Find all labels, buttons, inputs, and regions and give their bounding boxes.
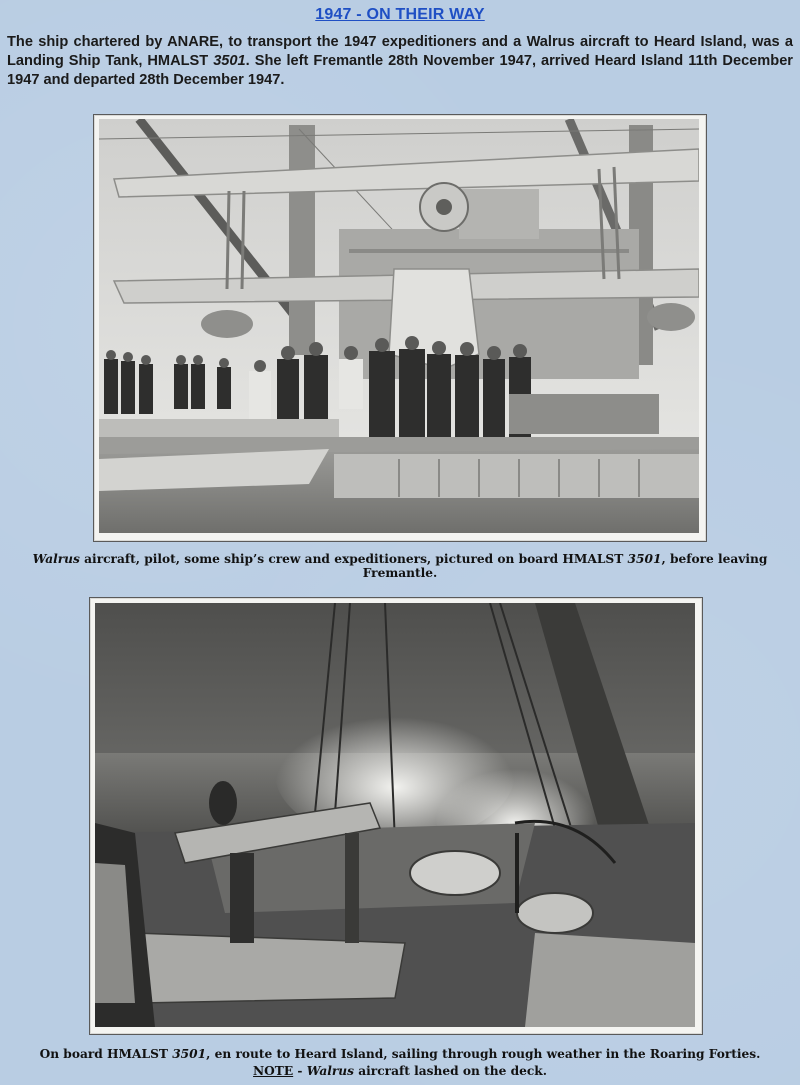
photo-frame-deck-crew xyxy=(93,114,707,542)
photo2-caption xyxy=(0,1046,800,1080)
intro-paragraph xyxy=(7,33,793,90)
caption2-aircraft-name: Walrus xyxy=(306,1064,355,1078)
intro-text-part2: . She left Fremantle 28th November 1947, arrived Heard Island 11th December 1947 and departed 28th December 1947. xyxy=(7,53,793,88)
photo-roaring-forties xyxy=(95,603,695,1027)
photo1-caption xyxy=(0,552,800,580)
page-title: 1947 - ON THEIR WAY xyxy=(315,6,485,23)
photo-rough-sea-illustration xyxy=(95,603,695,1027)
photo-deck-crew-illustration xyxy=(99,119,699,533)
caption1-aircraft-name: Walrus xyxy=(32,552,80,566)
caption2-ship-number: 3501 xyxy=(172,1047,207,1061)
caption2-note-text: aircraft lashed on the deck. xyxy=(354,1064,547,1078)
intro-ship-number: 3501 xyxy=(213,53,246,69)
caption2-text-part2: , en route to Heard Island, sailing through rough weather in the Roaring Forties. xyxy=(206,1047,761,1061)
intro-text-part1: The ship chartered by ANARE, to transport the 1947 expeditioners and a Walrus aircraft to Heard Island, was a Landing Ship Tank, HMALST xyxy=(7,34,793,69)
photo-frame-rough-weather xyxy=(89,597,703,1035)
caption1-text-part2: , before leaving Fremantle. xyxy=(362,552,768,580)
caption2-text-part1: On board HMALST xyxy=(39,1047,173,1061)
caption1-text-part1: aircraft, pilot, some ship’s crew and expeditioners, pictured on board HMALST xyxy=(79,552,628,566)
caption2-line1 xyxy=(0,1046,800,1063)
caption1-ship-number: 3501 xyxy=(627,552,662,566)
caption2-note-label: NOTE xyxy=(253,1064,294,1078)
caption2-note-dash: - xyxy=(293,1064,307,1078)
photo-walrus-aircraft-crew xyxy=(99,119,699,533)
caption2-note-line xyxy=(0,1063,800,1080)
